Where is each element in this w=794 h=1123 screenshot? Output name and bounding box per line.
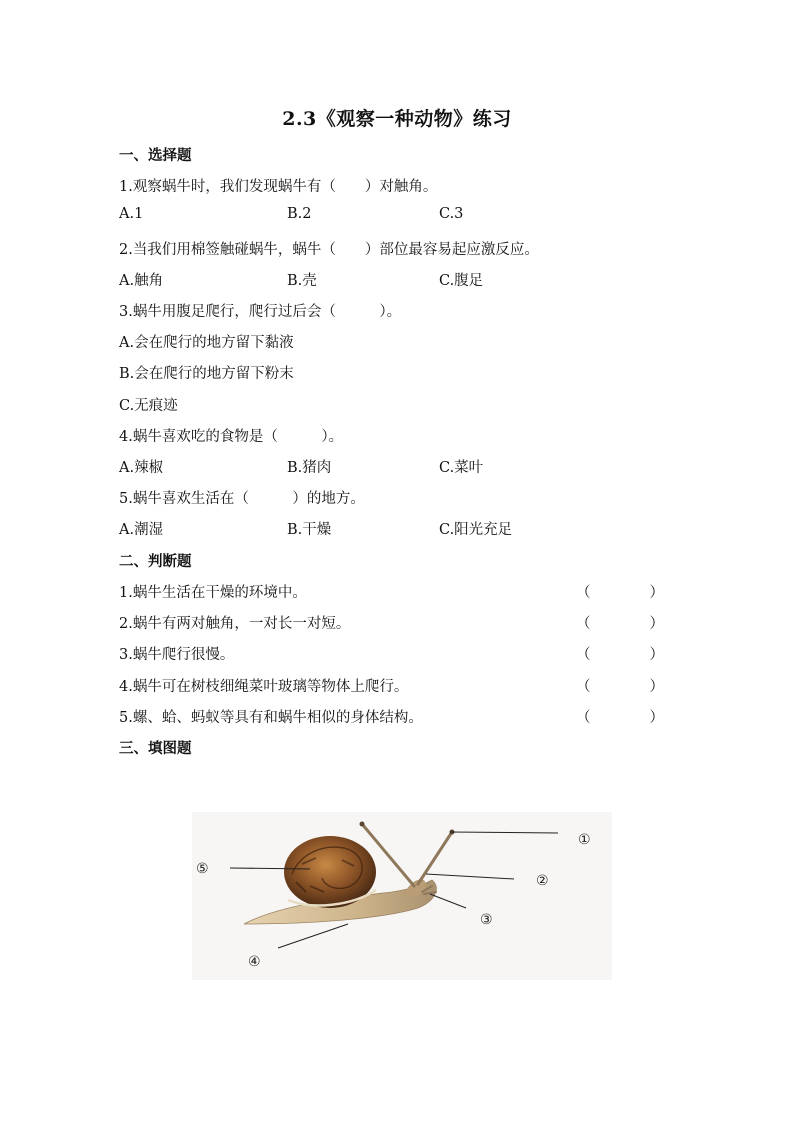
section-heading-diagram: 三、填图题: [119, 740, 192, 757]
choice-option: B.会在爬行的地方留下粉末: [119, 366, 294, 382]
choice-question-4: 4.蜗牛喜欢吃的食物是（ ）。: [119, 429, 344, 445]
diagram-label-3: ③: [480, 912, 493, 928]
choice-option: C.腹足: [439, 273, 484, 289]
choice-option: A.1: [119, 206, 144, 222]
section-heading-choice: 一、选择题: [119, 147, 192, 164]
diagram-label-4: ④: [248, 954, 261, 970]
choice-option: B.猪肉: [287, 460, 332, 476]
snail-diagram: [192, 812, 612, 980]
paren-close: ）: [649, 585, 664, 601]
paren-open: （: [576, 710, 591, 726]
paren-open: （: [576, 585, 591, 601]
judge-question-4: 4.蜗牛可在树枝细绳菜叶玻璃等物体上爬行。: [119, 679, 409, 695]
judge-question-2: 2.蜗牛有两对触角，一对长一对短。: [119, 616, 351, 632]
choice-option: C.菜叶: [439, 460, 484, 476]
choice-option: B.2: [287, 206, 312, 222]
judge-question-3: 3.蜗牛爬行很慢。: [119, 647, 235, 663]
paren-close: ）: [649, 679, 664, 695]
paren-open: （: [576, 679, 591, 695]
choice-question-2: 2.当我们用棉签触碰蜗牛，蜗牛（ ）部位最容易起应激反应。: [119, 242, 539, 258]
choice-question-5: 5.蜗牛喜欢生活在（ ）的地方。: [119, 491, 365, 507]
choice-question-3: 3.蜗牛用腹足爬行，爬行过后会（ ）。: [119, 304, 402, 320]
paren-close: ）: [649, 616, 664, 632]
choice-option: C.无痕迹: [119, 398, 178, 414]
choice-option: C.阳光充足: [439, 522, 513, 538]
choice-option: A.辣椒: [119, 460, 164, 476]
diagram-label-2: ②: [536, 873, 549, 889]
choice-option: A.触角: [119, 273, 164, 289]
paren-open: （: [576, 616, 591, 632]
judge-question-5: 5.螺、蛤、蚂蚁等具有和蜗牛相似的身体结构。: [119, 710, 423, 726]
section-heading-judge: 二、判断题: [119, 553, 192, 570]
choice-option: C.3: [439, 206, 464, 222]
choice-option: B.干燥: [287, 522, 332, 538]
choice-option: A.会在爬行的地方留下黏液: [119, 335, 294, 351]
choice-option: B.壳: [287, 273, 317, 289]
diagram-label-5: ⑤: [196, 861, 209, 877]
page-title: 2.3《观察一种动物》练习: [282, 108, 512, 130]
judge-question-1: 1.蜗牛生活在干燥的环境中。: [119, 585, 307, 601]
choice-option: A.潮湿: [119, 522, 164, 538]
snail-shell: [284, 836, 376, 908]
paren-close: ）: [649, 710, 664, 726]
diagram-label-1: ①: [578, 832, 591, 848]
choice-question-1: 1.观察蜗牛时，我们发现蜗牛有（ ）对触角。: [119, 179, 438, 195]
paren-open: （: [576, 647, 591, 663]
paren-close: ）: [649, 647, 664, 663]
